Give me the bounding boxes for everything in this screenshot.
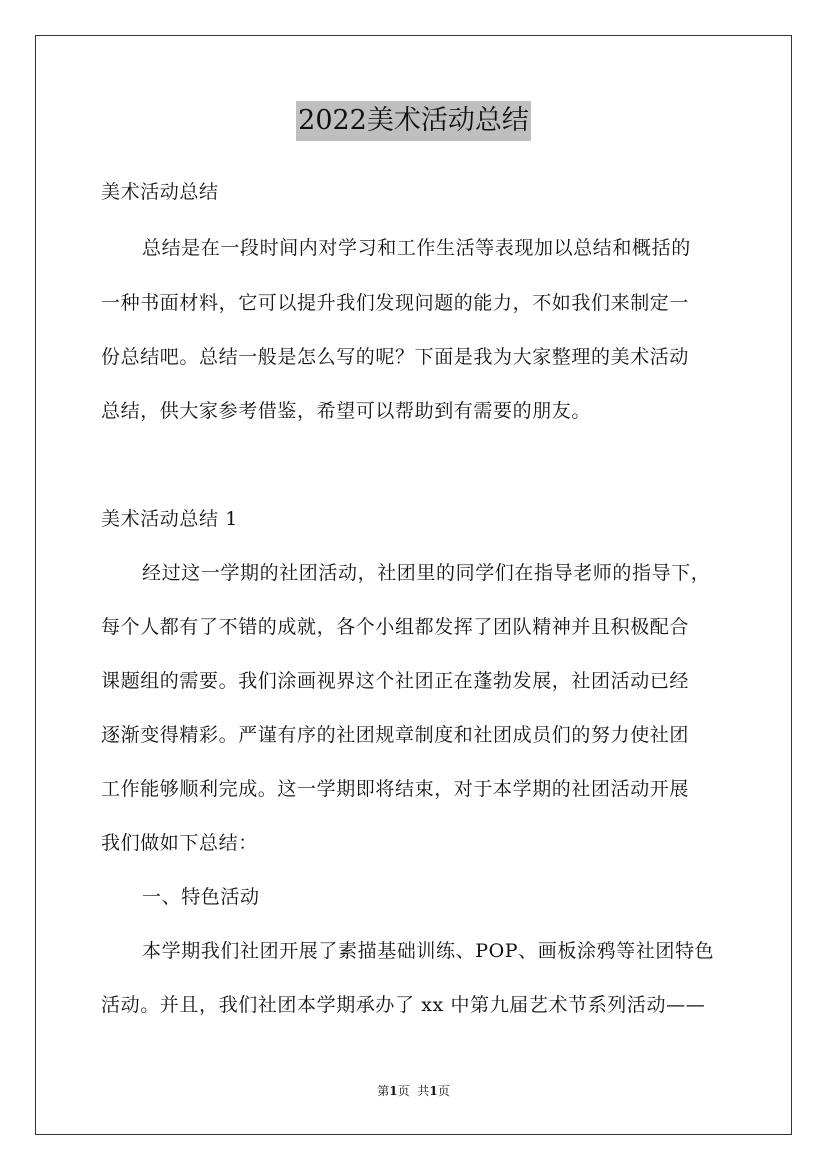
- paragraph-line: 每个人都有了不错的成就，各个小组都发挥了团队精神并且积极配合: [101, 616, 690, 638]
- paragraph-line: 总结，供大家参考借鉴，希望可以帮助到有需要的朋友。: [101, 400, 592, 422]
- section-heading: 美术活动总结: [101, 181, 219, 203]
- paragraph-line: 工作能够顺利完成。这一学期即将结束，对于本学期的社团活动开展: [101, 778, 690, 800]
- paragraph-line: 本学期我们社团开展了素描基础训练、POP、画板涂鸦等社团特色: [142, 940, 715, 962]
- subsection-heading: 一、特色活动: [142, 886, 260, 908]
- footer-page-prefix: 第: [377, 1084, 390, 1098]
- paragraph-line: 逐渐变得精彩。严谨有序的社团规章制度和社团成员们的努力使社团: [101, 724, 690, 746]
- title-wrap: [0, 101, 827, 141]
- paragraph-line: 份总结吧。总结一般是怎么写的呢？下面是我为大家整理的美术活动: [101, 346, 690, 368]
- footer-page-suffix: 页: [397, 1084, 410, 1098]
- page-footer: [0, 1083, 827, 1099]
- footer-total-suffix: 页: [437, 1084, 450, 1098]
- footer-total-number: 1: [429, 1084, 438, 1098]
- document-title: 2022美术活动总结: [296, 101, 531, 141]
- footer-page-number: 1: [389, 1084, 398, 1098]
- paragraph-line: 经过这一学期的社团活动，社团里的同学们在指导老师的指导下，: [142, 562, 711, 584]
- paragraph-line: 活动。并且，我们社团本学期承办了 xx 中第九届艺术节系列活动——: [101, 994, 706, 1016]
- section-heading: 美术活动总结 1: [101, 508, 238, 530]
- footer-total-prefix: 共: [417, 1084, 430, 1098]
- paragraph-line: 总结是在一段时间内对学习和工作生活等表现加以总结和概括的: [142, 237, 691, 259]
- paragraph-line: 一种书面材料，它可以提升我们发现问题的能力，不如我们来制定一: [101, 292, 690, 314]
- paragraph-line: 我们做如下总结：: [101, 832, 258, 854]
- paragraph-line: 课题组的需要。我们涂画视界这个社团正在蓬勃发展，社团活动已经: [101, 670, 690, 692]
